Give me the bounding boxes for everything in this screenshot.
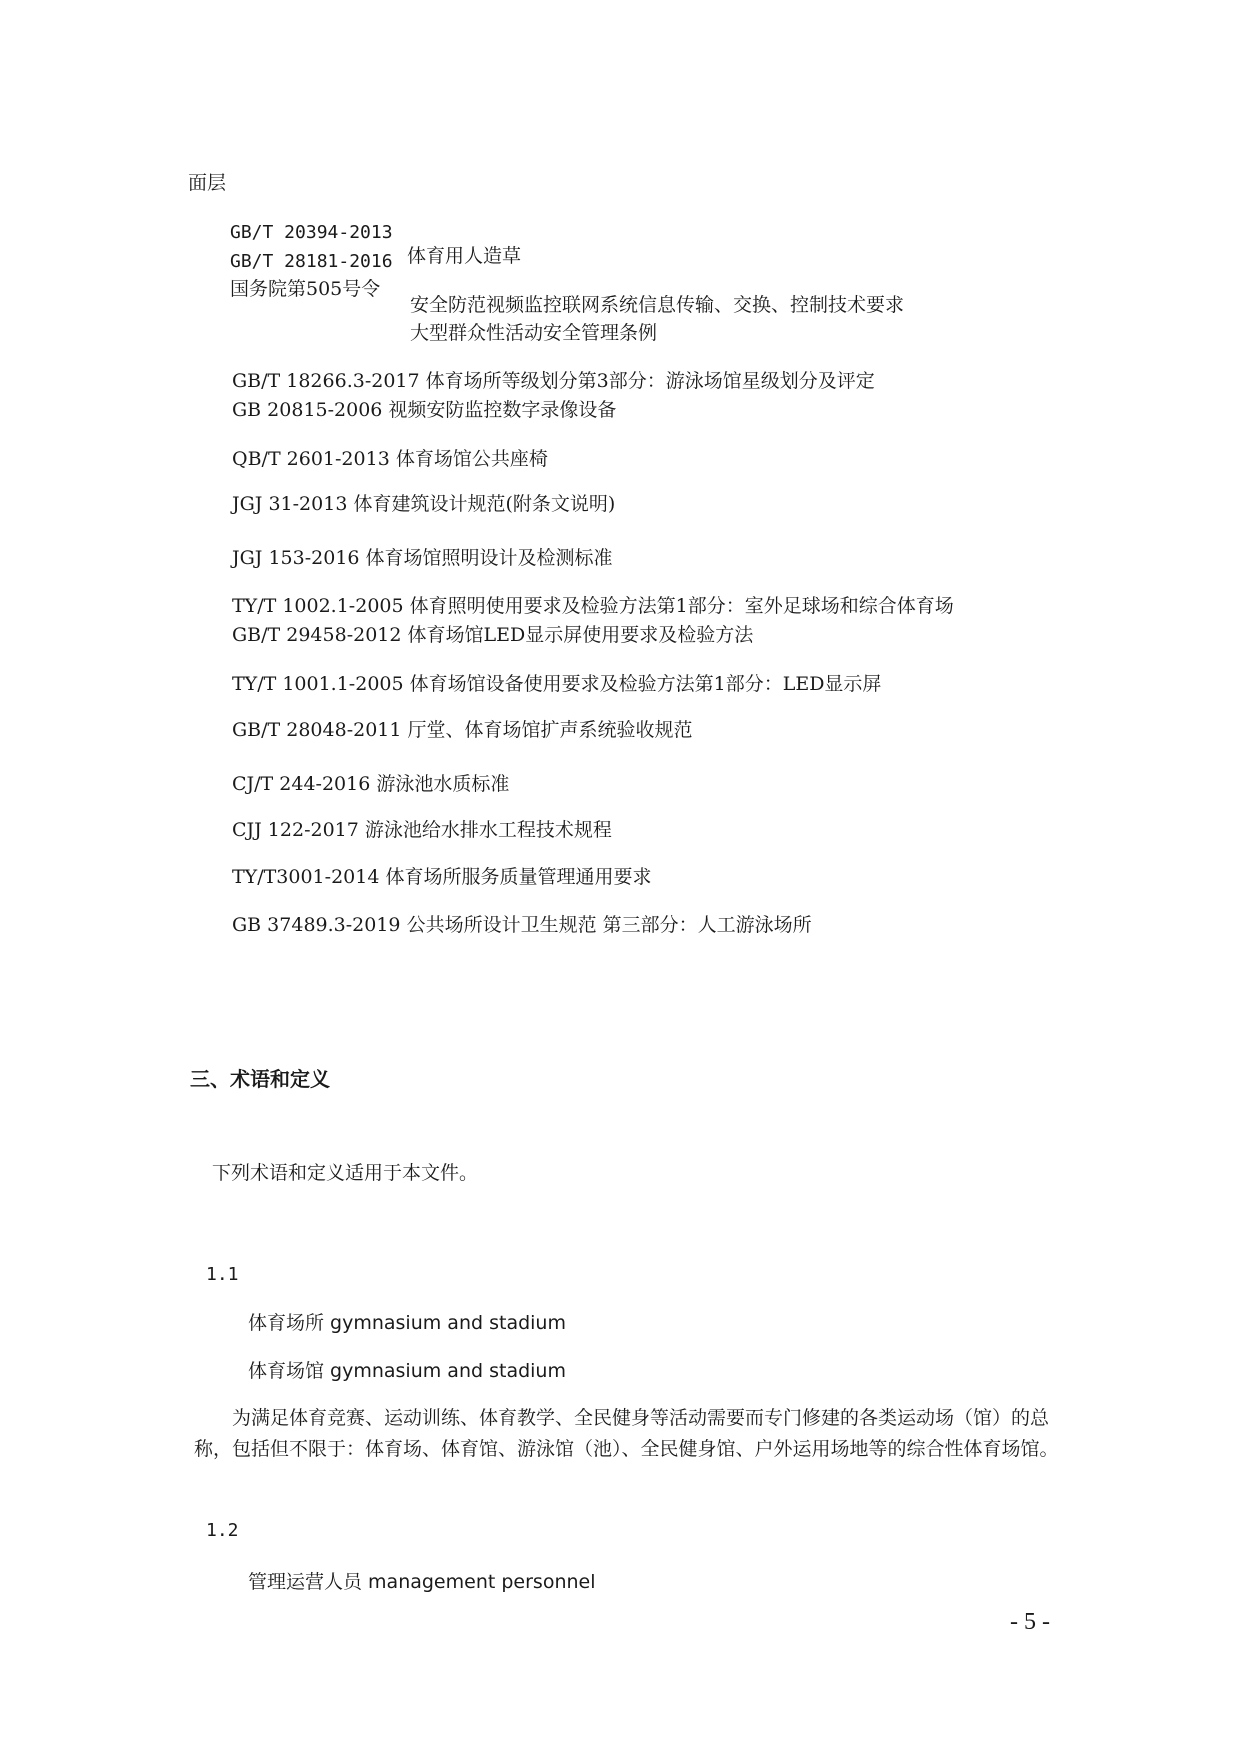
ref-item: QB/T 2601-2013 体育场馆公共座椅: [232, 448, 548, 470]
ref-item: TY/T 1001.1-2005 体育场馆设备使用要求及检验方法第1部分：LED显示屏: [232, 673, 882, 695]
ref-item: GB/T 28048-2011 厅堂、体育场馆扩声系统验收规范: [232, 719, 693, 741]
ref-item: TY/T 1002.1-2005 体育照明使用要求及检验方法第1部分：室外足球场和综合体育场: [232, 595, 954, 617]
item-number-1-2: 1.2: [206, 1520, 239, 1541]
definition-text: 为满足体育竞赛、运动训练、体育教学、全民健身等活动需要而专门修建的各类运动场（馆）的总称，包括但不限于：体育场、体育馆、游泳馆（池）、全民健身馆、户外运用场地等的综合性体育场馆。: [194, 1407, 1059, 1460]
ref-code-state-council-505: 国务院第505号令: [230, 278, 381, 300]
section-intro: 下列术语和定义适用于本文件。: [212, 1162, 479, 1184]
definition-paragraph: [194, 1403, 1064, 1465]
ref-item: TY/T3001-2014 体育场所服务质量管理通用要求: [232, 866, 652, 888]
ref-item: GB/T 18266.3-2017 体育场所等级划分第3部分：游泳场馆星级划分及评定: [232, 370, 875, 392]
ref-item: CJJ 122-2017 游泳池给水排水工程技术规程: [232, 819, 612, 841]
ref-item: GB/T 29458-2012 体育场馆LED显示屏使用要求及检验方法: [232, 624, 754, 646]
term-management-personnel: 管理运营人员 management personnel: [248, 1571, 596, 1593]
item-number-1-1: 1.1: [206, 1264, 239, 1285]
ref-title-video-surveillance: 安全防范视频监控联网系统信息传输、交换、控制技术要求: [410, 294, 905, 316]
page-number: - 5 -: [1010, 1609, 1050, 1635]
term-gymnasium-and-stadium: 体育场所 gymnasium and stadium: [248, 1312, 566, 1334]
term-gymnasium-venue: 体育场馆 gymnasium and stadium: [248, 1360, 566, 1382]
ref-code-gbt-28181: GB/T 28181-2016: [230, 251, 393, 272]
ref-item: GB 37489.3-2019 公共场所设计卫生规范 第三部分：人工游泳场所: [232, 914, 812, 936]
ref-title-mass-events: 大型群众性活动安全管理条例: [410, 322, 658, 344]
section-title: 三、术语和定义: [190, 1067, 330, 1091]
ref-item: GB 20815-2006 视频安防监控数字录像设备: [232, 399, 617, 421]
ref-item: CJ/T 244-2016 游泳池水质标准: [232, 773, 510, 795]
ref-code-gbt-20394: GB/T 20394-2013: [230, 222, 393, 243]
ref-title-artificial-turf: 体育用人造草: [407, 245, 522, 267]
ref-item: JGJ 31-2013 体育建筑设计规范(附条文说明): [232, 493, 616, 515]
heading-fragment: 面层: [188, 172, 227, 194]
ref-item: JGJ 153-2016 体育场馆照明设计及检测标准: [232, 547, 613, 569]
